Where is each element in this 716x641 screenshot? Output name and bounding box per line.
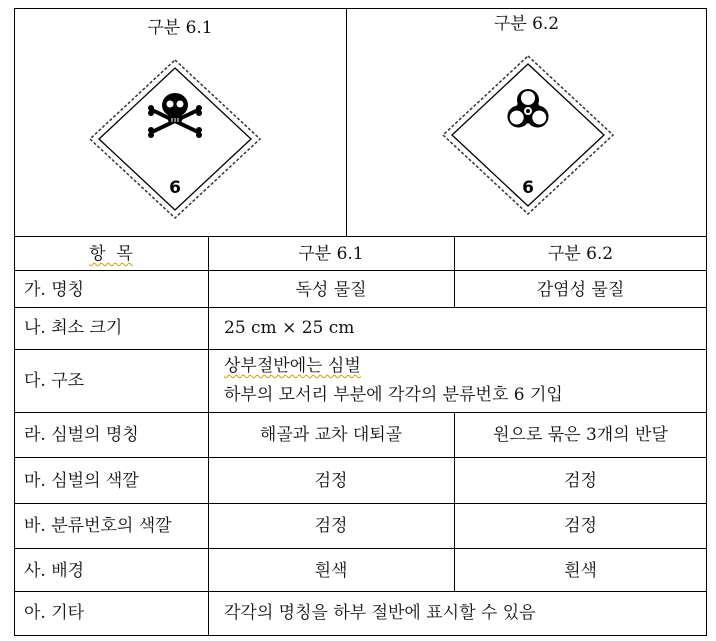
row-label: 다. 구조	[24, 371, 85, 391]
cell-6-1: 검정	[314, 471, 348, 491]
cell-6-2: 흰색	[564, 561, 597, 581]
left-sign-title: 구분 6.1	[147, 18, 213, 38]
cell-6-2: 검정	[564, 516, 597, 536]
cell-6-2: 원으로 묶은 3개의 반달	[493, 425, 668, 445]
row-rule	[14, 591, 707, 592]
cell-6-1: 해골과 교차 대퇴골	[259, 425, 403, 445]
header-bottom-rule	[14, 236, 707, 237]
merged-cell-line: 상부절반에는 심벌	[224, 356, 361, 376]
row-label: 라. 심벌의 명칭	[24, 425, 139, 445]
column-header-6-1: 구분 6.1	[298, 244, 364, 264]
row-rule	[14, 349, 707, 350]
row-rule	[14, 307, 707, 308]
cell-6-1: 독성 물질	[295, 280, 367, 300]
cell-6-2: 감염성 물질	[536, 280, 625, 300]
row-rule	[14, 457, 707, 458]
row-label: 아. 기타	[24, 603, 85, 623]
row-rule	[14, 548, 707, 549]
merged-cell: 25 cm × 25 cm	[224, 318, 355, 338]
column-header-item: 항 목	[89, 244, 133, 264]
row-rule	[14, 270, 707, 271]
merged-cell-line: 하부의 모서리 부분에 각각의 분류번호 6 기입	[224, 385, 563, 405]
row-label: 사. 배경	[24, 561, 85, 581]
row-label: 바. 분류번호의 색깔	[24, 516, 172, 536]
class-6-2-label-sign	[443, 56, 613, 216]
right-sign-title: 구분 6.2	[493, 14, 560, 34]
merged-cell: 각각의 명칭을 하부 절반에 표시할 수 있음	[224, 603, 536, 623]
right-sign-number: 6	[522, 178, 534, 198]
class-6-1-label-sign	[90, 60, 260, 220]
row-label: 마. 심벌의 색깔	[24, 471, 139, 491]
column-header-6-2: 구분 6.2	[547, 244, 614, 264]
row-rule	[14, 412, 707, 413]
row-label: 가. 명칭	[24, 280, 85, 300]
row-label: 나. 최소 크기	[24, 318, 123, 338]
header-column-divider	[346, 8, 347, 236]
left-sign-number: 6	[169, 178, 181, 198]
cell-6-1: 검정	[314, 516, 348, 536]
row-rule	[14, 503, 707, 504]
cell-6-1: 흰색	[314, 561, 348, 581]
cell-6-2: 검정	[564, 471, 597, 491]
